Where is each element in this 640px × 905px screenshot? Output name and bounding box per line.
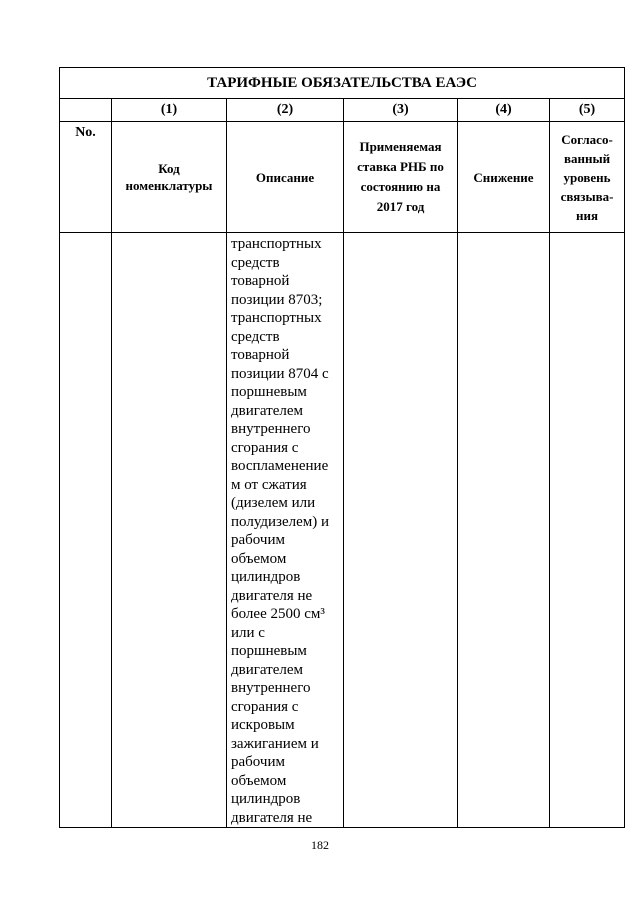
column-number-5: (5) [550,99,625,122]
column-number-1: (1) [112,99,227,122]
header-bound-rate: Согласо- ванный уровень связыва- ния [550,122,625,233]
table-title: ТАРИФНЫЕ ОБЯЗАТЕЛЬСТВА ЕАЭС [60,68,625,99]
cell-bound-rate [550,233,625,828]
cell-no [60,233,112,828]
column-number-4: (4) [458,99,550,122]
header-row [60,122,625,233]
page-number: 182 [311,838,329,852]
column-number-2: (2) [227,99,344,122]
header-code: Код номенклатуры [112,122,227,233]
cell-applied-rate [344,233,458,828]
header-reduction: Снижение [458,122,550,233]
tariff-table [59,67,625,828]
column-number-0 [60,99,112,122]
column-number-row [60,99,625,122]
cell-reduction [458,233,550,828]
header-no: No. [60,122,112,233]
cell-code [112,233,227,828]
header-applied-rate: Применяемая ставка РНБ по состоянию на 2017 год [344,122,458,233]
table-row [60,233,625,828]
column-number-3: (3) [344,99,458,122]
header-description: Описание [227,122,344,233]
cell-description: транспортных средств товарной позиции 8703; транспортных средств товарной позиции 8704 с поршневым двигателем внутреннего сгорания с воспламенение м от сжатия (дизелем или полудизелем) и рабочим объемом цилиндров двигателя не более 2500 см³ или с поршневым двигателем внутреннего сгорания с искровым зажиганием и рабочим объемом цилиндров двигателя не [227,233,344,828]
